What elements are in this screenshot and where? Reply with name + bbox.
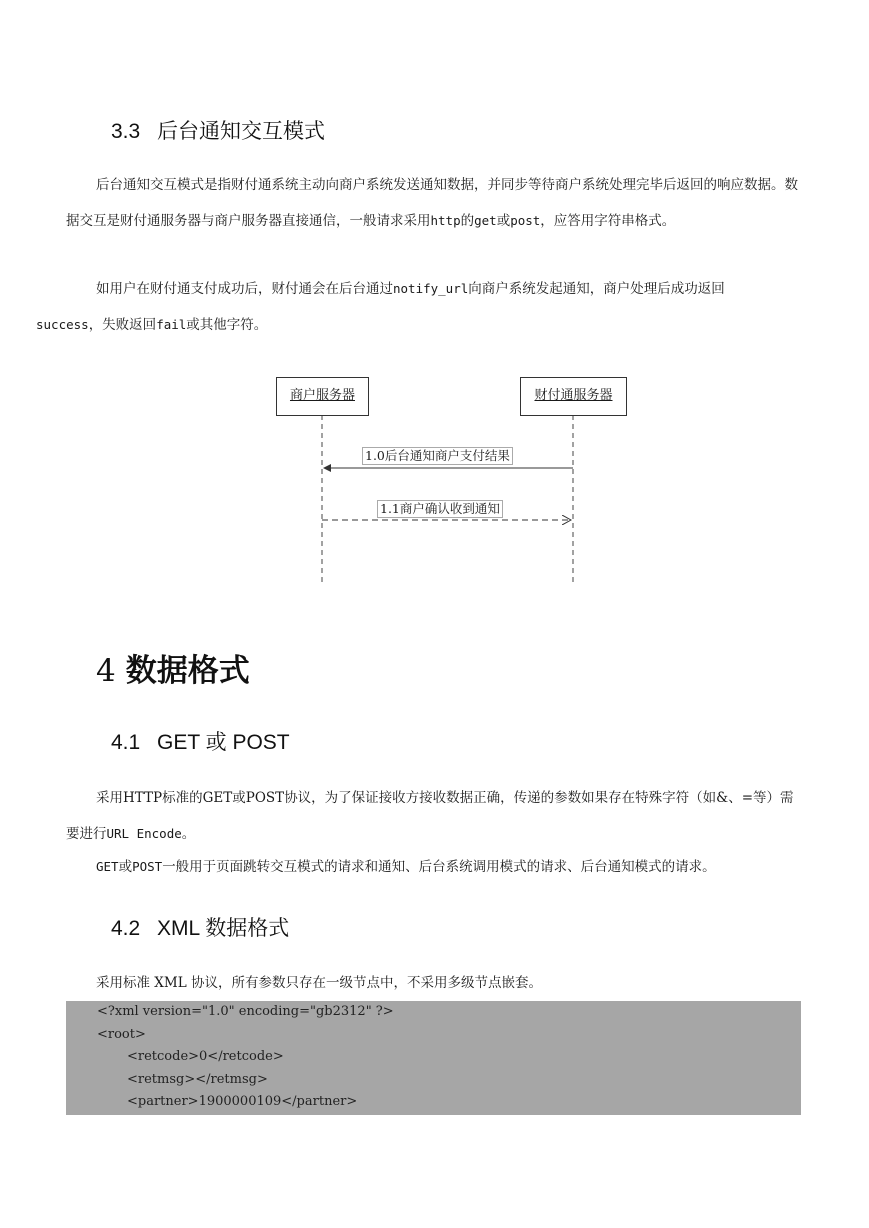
text: 或 [118, 859, 133, 875]
code-line-2: <root> [97, 1027, 146, 1042]
text: 的 [460, 213, 475, 229]
code-text: http [430, 213, 461, 228]
code-line-3: <retcode>0</retcode> [127, 1049, 284, 1064]
code-text: post [510, 213, 541, 228]
text: ，失败返回 [88, 317, 157, 333]
code-text: GET [96, 859, 119, 874]
text: 或 [232, 790, 246, 806]
text: 如用户在财付通支付成功后，财付通会在后台通过 [96, 281, 393, 297]
section-4-heading [96, 645, 250, 690]
section-number: 3.3 [111, 120, 141, 143]
code-text: notify_url [393, 281, 469, 296]
section-4-1-paragraph-1 [66, 781, 802, 852]
text: 或 [496, 213, 511, 229]
code-text: success [36, 317, 89, 332]
section-number: 4.2 [111, 917, 141, 940]
text: 后台通知交互模式是指财付通系统主动向商户系统发送通知数据，并同步等待商户系统处理完毕后返回的响应数据。数据交互是财付通服务器与商户服务器直接通信，一般请求采用 [66, 177, 798, 229]
code-text: get [474, 213, 497, 228]
section-4-1-paragraph-2 [66, 849, 802, 885]
tenpay-server-box: 财付通服务器 [520, 377, 627, 416]
text: HTTP [123, 790, 163, 806]
code-line-5: <partner>1900000109</partner> [127, 1094, 358, 1109]
section-title: GET 或 POST [157, 731, 290, 754]
text: 采用 [96, 790, 123, 806]
text: GET [202, 790, 233, 806]
message-1-label: 1.0后台通知商户支付结果 [362, 447, 513, 465]
text: 标准的 [162, 790, 203, 806]
text: 向商户系统发起通知，商户处理后成功返回 [468, 281, 725, 297]
text: POST [245, 790, 285, 806]
code-text: URL Encode [106, 826, 182, 841]
section-title: 后台通知交互模式 [157, 120, 325, 143]
message-2-label: 1.1商户确认收到通知 [377, 500, 503, 518]
merchant-server-box: 商户服务器 [276, 377, 369, 416]
section-4-2-paragraph-1: 采用标准 XML 协议，所有参数只存在一级节点中，不采用多级节点嵌套。 [96, 975, 542, 991]
code-text: fail [156, 317, 187, 332]
text: 一般用于页面跳转交互模式的请求和通知、后台系统调用模式的请求、后台通知模式的请求。 [162, 859, 716, 875]
section-4-1-heading [111, 726, 290, 756]
code-line-4: <retmsg></retmsg> [127, 1072, 268, 1087]
text: 协议，为了保证接收方接收数据正确，传递的参数如果存在特殊字符（如&、=等）需要进行 [66, 790, 794, 842]
section-title: XML 数据格式 [157, 917, 290, 940]
text: ，应答用字符串格式。 [540, 213, 676, 229]
section-number: 4.1 [111, 731, 141, 754]
code-text: POST [132, 859, 163, 874]
code-line-1: <?xml version="1.0" encoding="gb2312" ?> [97, 1004, 394, 1019]
text: 或其他字符。 [186, 317, 268, 333]
section-4-2-heading [111, 912, 289, 942]
xml-code-block [66, 1001, 801, 1115]
chapter-number: 4 [96, 653, 116, 689]
text: 。 [181, 826, 196, 842]
chapter-title: 数据格式 [125, 653, 250, 689]
